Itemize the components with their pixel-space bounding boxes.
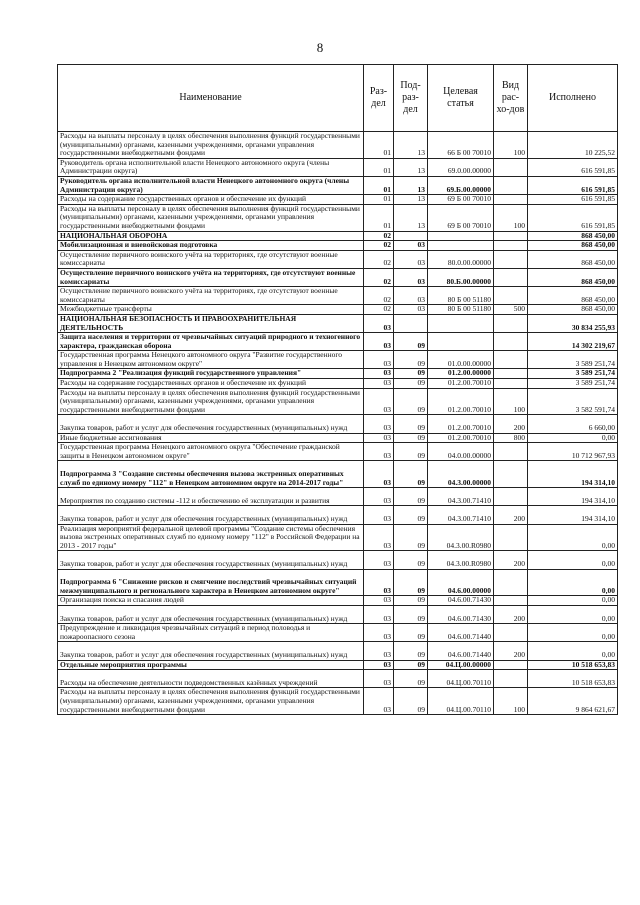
- cell-name: Подпрограмма 3 "Создание системы обеспечения вызова экстренных оперативных служб по единому номеру "112" в Ненецком автономном округе на 2014-2017 годы": [58, 461, 364, 488]
- cell-expense-type: [494, 670, 528, 688]
- cell-target-article: 01.2.00.70010: [428, 388, 494, 415]
- cell-podrazdel: 09: [394, 688, 428, 715]
- cell-podrazdel: 09: [394, 333, 428, 351]
- cell-podrazdel: 09: [394, 369, 428, 379]
- cell-target-article: [428, 241, 494, 251]
- cell-target-article: 66 Б 00 70010: [428, 132, 494, 159]
- cell-executed: 0,00: [528, 551, 618, 569]
- cell-razdel: 02: [364, 231, 394, 241]
- table-row: [58, 488, 618, 506]
- cell-razdel: 01: [364, 158, 394, 176]
- cell-podrazdel: 09: [394, 351, 428, 369]
- cell-podrazdel: 09: [394, 506, 428, 524]
- table-row: [58, 670, 618, 688]
- cell-executed: 3 589 251,74: [528, 351, 618, 369]
- cell-target-article: 04.Ц.00.70110: [428, 670, 494, 688]
- cell-target-article: 04.6.00.71440: [428, 642, 494, 660]
- cell-target-article: [428, 333, 494, 351]
- cell-razdel: 03: [364, 624, 394, 642]
- cell-razdel: 01: [364, 195, 394, 205]
- cell-podrazdel: 13: [394, 158, 428, 176]
- cell-podrazdel: 09: [394, 660, 428, 670]
- cell-executed: 0,00: [528, 524, 618, 551]
- cell-name: Расходы на обеспечение деятельности подведомственных казённых учреждений: [58, 670, 364, 688]
- cell-name: Предупреждение и ликвидация чрезвычайных ситуаций в период половодья и пожароопасного сезона: [58, 624, 364, 642]
- cell-expense-type: [494, 660, 528, 670]
- cell-podrazdel: 09: [394, 415, 428, 433]
- cell-razdel: 01: [364, 176, 394, 194]
- header-executed: Исполнено: [528, 65, 618, 132]
- table-row: [58, 688, 618, 715]
- cell-razdel: 03: [364, 314, 394, 332]
- cell-executed: 0,00: [528, 642, 618, 660]
- cell-target-article: 80.0.00.00000: [428, 250, 494, 268]
- cell-target-article: 01.0.00.00000: [428, 351, 494, 369]
- cell-expense-type: [494, 231, 528, 241]
- cell-razdel: 03: [364, 551, 394, 569]
- cell-expense-type: [494, 461, 528, 488]
- table-row: [58, 569, 618, 596]
- table-row: [58, 624, 618, 642]
- cell-expense-type: [494, 524, 528, 551]
- cell-expense-type: 200: [494, 642, 528, 660]
- cell-podrazdel: 09: [394, 624, 428, 642]
- cell-target-article: 04.3.00.R0980: [428, 524, 494, 551]
- cell-expense-type: 200: [494, 605, 528, 623]
- cell-executed: 10 225,52: [528, 132, 618, 159]
- table-row: [58, 176, 618, 194]
- cell-razdel: 03: [364, 688, 394, 715]
- cell-executed: 194 314,10: [528, 488, 618, 506]
- cell-podrazdel: 09: [394, 551, 428, 569]
- cell-expense-type: [494, 488, 528, 506]
- cell-expense-type: [494, 569, 528, 596]
- cell-podrazdel: 13: [394, 132, 428, 159]
- cell-razdel: 03: [364, 443, 394, 461]
- cell-executed: 194 314,10: [528, 461, 618, 488]
- cell-razdel: 03: [364, 388, 394, 415]
- cell-expense-type: 200: [494, 506, 528, 524]
- cell-razdel: 03: [364, 351, 394, 369]
- cell-podrazdel: 09: [394, 379, 428, 389]
- budget-execution-table: [57, 64, 618, 715]
- cell-name: Руководитель органа исполнительной власти Ненецкого автономного округа (члены Администрации округа): [58, 176, 364, 194]
- table-row: [58, 379, 618, 389]
- cell-executed: 616 591,85: [528, 195, 618, 205]
- cell-name: Мероприятия по созданию системы -112 и обеспечению её эксплуатации и развития: [58, 488, 364, 506]
- cell-target-article: 69 Б 00 70010: [428, 195, 494, 205]
- cell-target-article: 04.Ц.00.70110: [428, 688, 494, 715]
- cell-podrazdel: 09: [394, 443, 428, 461]
- cell-razdel: 02: [364, 241, 394, 251]
- cell-podrazdel: 13: [394, 195, 428, 205]
- cell-name: Реализация мероприятий федеральной целевой программы "Создание системы обеспечения вызова экстренных оперативных служб по единому номеру "112" в Российской Федерации на 2013 - 2017 годы": [58, 524, 364, 551]
- table-row: [58, 642, 618, 660]
- cell-executed: 616 591,85: [528, 158, 618, 176]
- cell-expense-type: [494, 379, 528, 389]
- cell-name: НАЦИОНАЛЬНАЯ БЕЗОПАСНОСТЬ И ПРАВООХРАНИТЕЛЬНАЯ ДЕЯТЕЛЬНОСТЬ: [58, 314, 364, 332]
- cell-target-article: 04.6.00.71430: [428, 596, 494, 606]
- cell-target-article: 04.3.00.71410: [428, 488, 494, 506]
- cell-target-article: [428, 314, 494, 332]
- cell-name: Расходы на выплаты персоналу в целях обеспечения выполнения функций государственными (муниципальными) органами, казенными учреждениями, органами управления государственными внебюджетными фондами: [58, 132, 364, 159]
- cell-podrazdel: 09: [394, 596, 428, 606]
- cell-expense-type: 100: [494, 204, 528, 231]
- table-row: [58, 305, 618, 315]
- cell-executed: 0,00: [528, 569, 618, 596]
- cell-podrazdel: 13: [394, 176, 428, 194]
- cell-name: Закупка товаров, работ и услуг для обеспечения государственных (муниципальных) нужд: [58, 642, 364, 660]
- cell-executed: 3 589 251,74: [528, 369, 618, 379]
- table-row: [58, 333, 618, 351]
- table-row: [58, 241, 618, 251]
- cell-executed: 0,00: [528, 605, 618, 623]
- cell-name: Подпрограмма 2 "Реализация функций государственного управления": [58, 369, 364, 379]
- cell-podrazdel: 09: [394, 488, 428, 506]
- cell-executed: 0,00: [528, 596, 618, 606]
- header-name: Наименование: [58, 65, 364, 132]
- cell-razdel: 03: [364, 488, 394, 506]
- cell-executed: 0,00: [528, 624, 618, 642]
- cell-name: Осуществление первичного воинского учёта на территориях, где отсутствуют военные комиссариаты: [58, 287, 364, 305]
- table-row: [58, 388, 618, 415]
- table-row: [58, 132, 618, 159]
- table-row: [58, 314, 618, 332]
- table-row: [58, 551, 618, 569]
- cell-razdel: 03: [364, 642, 394, 660]
- table-row: [58, 461, 618, 488]
- cell-target-article: 01.2.00.70010: [428, 415, 494, 433]
- page-number: 8: [316, 40, 324, 55]
- cell-podrazdel: 09: [394, 388, 428, 415]
- cell-executed: 3 582 591,74: [528, 388, 618, 415]
- cell-expense-type: [494, 195, 528, 205]
- cell-expense-type: [494, 443, 528, 461]
- cell-name: Иные бюджетные ассигнования: [58, 433, 364, 443]
- cell-name: Руководитель органа исполнительной власти Ненецкого автономного округа (члены Администрации округа): [58, 158, 364, 176]
- cell-podrazdel: 03: [394, 268, 428, 286]
- cell-name: Организация поиска и спасания людей: [58, 596, 364, 606]
- cell-executed: 30 834 255,93: [528, 314, 618, 332]
- cell-name: Закупка товаров, работ и услуг для обеспечения государственных (муниципальных) нужд: [58, 551, 364, 569]
- cell-podrazdel: 03: [394, 305, 428, 315]
- table-row: [58, 351, 618, 369]
- cell-razdel: 02: [364, 287, 394, 305]
- cell-razdel: 03: [364, 596, 394, 606]
- cell-target-article: 69 Б 00 70010: [428, 204, 494, 231]
- cell-executed: 616 591,85: [528, 204, 618, 231]
- cell-expense-type: 100: [494, 688, 528, 715]
- cell-podrazdel: 09: [394, 569, 428, 596]
- cell-razdel: 03: [364, 461, 394, 488]
- cell-expense-type: [494, 333, 528, 351]
- table-row: [58, 596, 618, 606]
- cell-target-article: 04.3.00.71410: [428, 506, 494, 524]
- cell-name: Расходы на выплаты персоналу в целях обеспечения выполнения функций государственными (муниципальными) органами, казенными учреждениями, органами управления государственными внебюджетными фондами: [58, 388, 364, 415]
- cell-name: Закупка товаров, работ и услуг для обеспечения государственных (муниципальных) нужд: [58, 605, 364, 623]
- table-row: [58, 524, 618, 551]
- cell-executed: 3 589 251,74: [528, 379, 618, 389]
- cell-expense-type: 500: [494, 305, 528, 315]
- cell-expense-type: [494, 241, 528, 251]
- cell-podrazdel: 03: [394, 241, 428, 251]
- cell-expense-type: [494, 369, 528, 379]
- cell-razdel: 01: [364, 132, 394, 159]
- cell-expense-type: [494, 287, 528, 305]
- cell-target-article: 04.6.00.71440: [428, 624, 494, 642]
- cell-name: Закупка товаров, работ и услуг для обеспечения государственных (муниципальных) нужд: [58, 415, 364, 433]
- cell-name: Подпрограмма 6 "Снижение рисков и смягчение последствий чрезвычайных ситуаций межмуниципального и регионального характера в Ненецком автономном округе": [58, 569, 364, 596]
- table-row: [58, 443, 618, 461]
- cell-podrazdel: 09: [394, 642, 428, 660]
- cell-razdel: 03: [364, 433, 394, 443]
- cell-name: НАЦИОНАЛЬНАЯ ОБОРОНА: [58, 231, 364, 241]
- cell-executed: 868 450,00: [528, 268, 618, 286]
- cell-expense-type: 800: [494, 433, 528, 443]
- header-target-article: Целевая статья: [428, 65, 494, 132]
- cell-target-article: 04.6.00.00000: [428, 569, 494, 596]
- cell-target-article: 01.2.00.70010: [428, 433, 494, 443]
- cell-razdel: 02: [364, 250, 394, 268]
- cell-razdel: 02: [364, 305, 394, 315]
- cell-name: Расходы на содержание государственных органов и обеспечение их функций: [58, 195, 364, 205]
- cell-name: Осуществление первичного воинского учёта на территориях, где отсутствуют военные комиссариаты: [58, 268, 364, 286]
- cell-target-article: [428, 231, 494, 241]
- cell-executed: 868 450,00: [528, 231, 618, 241]
- cell-executed: 14 302 219,67: [528, 333, 618, 351]
- cell-executed: 868 450,00: [528, 305, 618, 315]
- table-row: [58, 158, 618, 176]
- cell-executed: 868 450,00: [528, 287, 618, 305]
- cell-target-article: 69.Б.00.00000: [428, 176, 494, 194]
- cell-target-article: 01.2.00.70010: [428, 379, 494, 389]
- cell-name: Государственная программа Ненецкого автономного округа "Обеспечение гражданской защиты в Ненецком автономном округе": [58, 443, 364, 461]
- cell-podrazdel: 09: [394, 524, 428, 551]
- table-body: [58, 132, 618, 715]
- cell-executed: 0,00: [528, 433, 618, 443]
- cell-podrazdel: 09: [394, 605, 428, 623]
- cell-name: Расходы на выплаты персоналу в целях обеспечения выполнения функций государственными (муниципальными) органами, казенными учреждениями, органами управления государственными внебюджетными фондами: [58, 204, 364, 231]
- cell-podrazdel: 09: [394, 670, 428, 688]
- cell-name: Мобилизационная и вневойсковая подготовка: [58, 241, 364, 251]
- cell-podrazdel: 03: [394, 250, 428, 268]
- cell-podrazdel: 03: [394, 287, 428, 305]
- table-row: [58, 287, 618, 305]
- cell-expense-type: 200: [494, 551, 528, 569]
- cell-razdel: 01: [364, 204, 394, 231]
- cell-razdel: 03: [364, 379, 394, 389]
- cell-name: Отдельные мероприятия программы: [58, 660, 364, 670]
- cell-executed: 10 518 653,83: [528, 670, 618, 688]
- cell-razdel: 03: [364, 569, 394, 596]
- cell-name: Защита населения и территории от чрезвычайных ситуаций природного и техногенного характера, гражданская оборона: [58, 333, 364, 351]
- cell-expense-type: [494, 314, 528, 332]
- cell-target-article: 04.3.00.00000: [428, 461, 494, 488]
- cell-razdel: 03: [364, 605, 394, 623]
- table-row: [58, 506, 618, 524]
- cell-executed: 9 864 621,67: [528, 688, 618, 715]
- cell-executed: 616 591,85: [528, 176, 618, 194]
- header-podrazdel: Под-раз-дел: [394, 65, 428, 132]
- cell-executed: 10 518 653,83: [528, 660, 618, 670]
- cell-razdel: 03: [364, 524, 394, 551]
- cell-podrazdel: 09: [394, 461, 428, 488]
- cell-executed: 194 314,10: [528, 506, 618, 524]
- cell-name: Закупка товаров, работ и услуг для обеспечения государственных (муниципальных) нужд: [58, 506, 364, 524]
- cell-razdel: 02: [364, 268, 394, 286]
- cell-name: Межбюджетные трансферты: [58, 305, 364, 315]
- cell-razdel: 03: [364, 415, 394, 433]
- cell-target-article: 80 Б 00 51180: [428, 287, 494, 305]
- cell-razdel: 03: [364, 506, 394, 524]
- cell-razdel: 03: [364, 670, 394, 688]
- cell-razdel: 03: [364, 369, 394, 379]
- cell-expense-type: [494, 624, 528, 642]
- cell-target-article: 04.3.00.R0980: [428, 551, 494, 569]
- cell-expense-type: [494, 351, 528, 369]
- table-row: [58, 250, 618, 268]
- cell-podrazdel: 13: [394, 204, 428, 231]
- cell-target-article: 01.2.00.00000: [428, 369, 494, 379]
- header-expense-type: Вид рас-хо-дов: [494, 65, 528, 132]
- cell-target-article: 69.0.00.00000: [428, 158, 494, 176]
- cell-target-article: 04.0.00.00000: [428, 443, 494, 461]
- table-row: [58, 660, 618, 670]
- cell-target-article: 04.6.00.71430: [428, 605, 494, 623]
- cell-expense-type: [494, 250, 528, 268]
- cell-executed: 868 450,00: [528, 241, 618, 251]
- cell-executed: 10 712 967,93: [528, 443, 618, 461]
- cell-expense-type: [494, 268, 528, 286]
- cell-target-article: 80 Б 00 51180: [428, 305, 494, 315]
- cell-expense-type: [494, 176, 528, 194]
- table-row: [58, 268, 618, 286]
- cell-razdel: 03: [364, 333, 394, 351]
- table-row: [58, 605, 618, 623]
- cell-expense-type: [494, 596, 528, 606]
- cell-name: Расходы на выплаты персоналу в целях обеспечения выполнения функций государственными (муниципальными) органами, казенными учреждениями, органами управления государственными внебюджетными фондами: [58, 688, 364, 715]
- table-row: [58, 195, 618, 205]
- cell-podrazdel: [394, 314, 428, 332]
- table-row: [58, 415, 618, 433]
- cell-razdel: 03: [364, 660, 394, 670]
- header-row: [58, 65, 618, 132]
- cell-target-article: 80.Б.00.00000: [428, 268, 494, 286]
- cell-name: Государственная программа Ненецкого автономного округа "Развитие государственного управления в Ненецком автономном округе": [58, 351, 364, 369]
- cell-expense-type: [494, 158, 528, 176]
- cell-podrazdel: 09: [394, 433, 428, 443]
- cell-name: Осуществление первичного воинского учёта на территориях, где отсутствуют военные комиссариаты: [58, 250, 364, 268]
- cell-target-article: 04.Ц.00.00000: [428, 660, 494, 670]
- cell-executed: 868 450,00: [528, 250, 618, 268]
- cell-expense-type: 100: [494, 388, 528, 415]
- cell-expense-type: 100: [494, 132, 528, 159]
- cell-expense-type: 200: [494, 415, 528, 433]
- table-row: [58, 204, 618, 231]
- cell-name: Расходы на содержание государственных органов и обеспечение их функций: [58, 379, 364, 389]
- cell-executed: 6 660,00: [528, 415, 618, 433]
- header-razdel: Раз-дел: [364, 65, 394, 132]
